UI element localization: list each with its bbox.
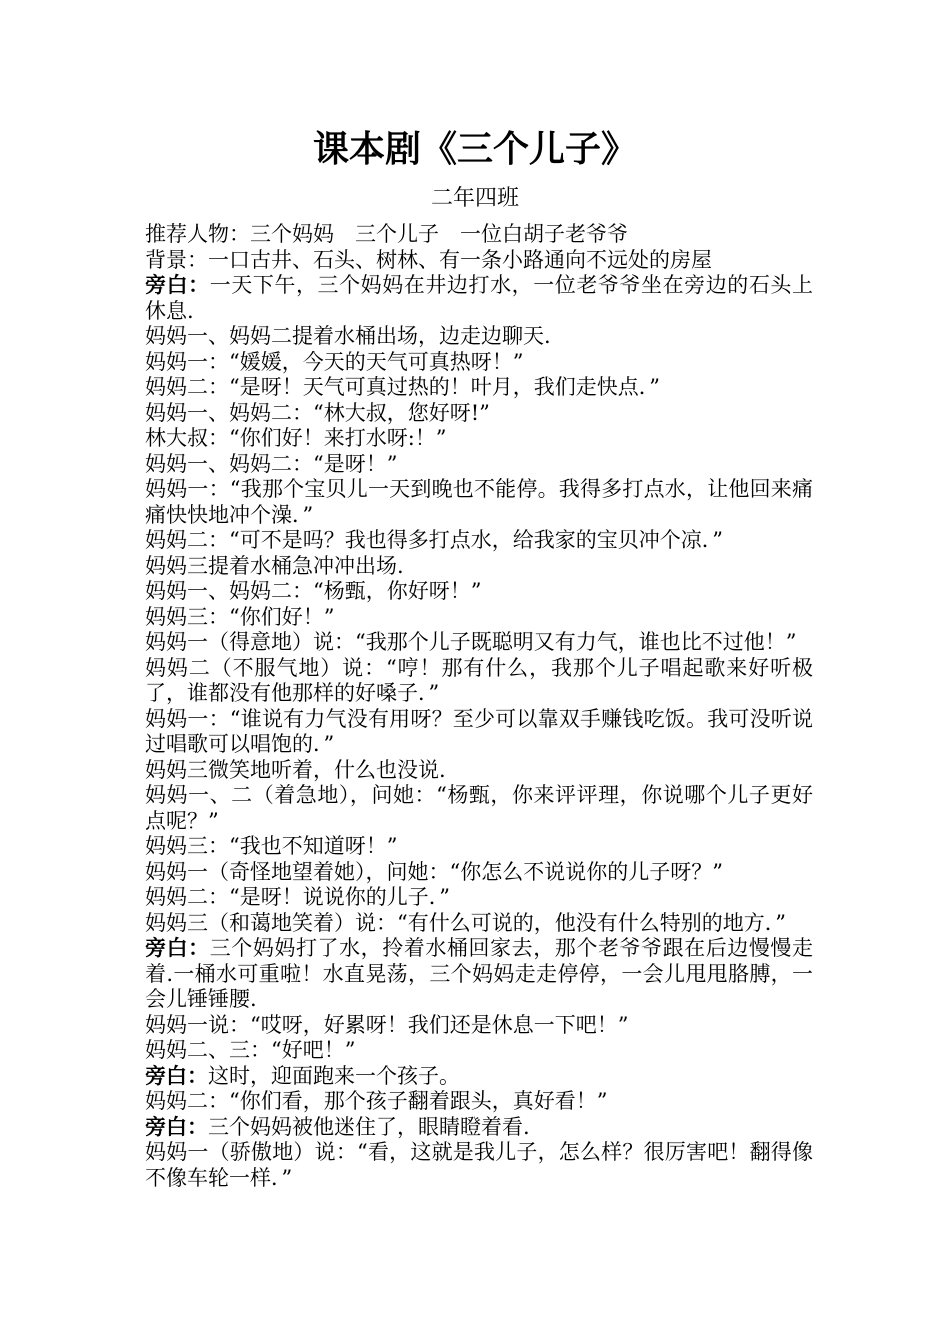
line-text: 妈妈二：“可不是吗？我也得多打点水，给我家的宝贝冲个凉．”	[145, 528, 723, 552]
line-text: 这时，迎面跑来一个孩子。	[208, 1063, 460, 1088]
line-text: 妈妈二（不服气地）说：“哼！那有什么，我那个儿子唱起歌来好听极了，谁都没有他那样的好嗓子．”	[145, 655, 813, 705]
line-text: 妈妈三（和蔼地笑着）说：“有什么可说的，他没有什么特别的地方．”	[145, 910, 786, 935]
script-line	[145, 860, 813, 886]
script-line	[145, 222, 813, 248]
page-title: 课本剧《三个儿子》	[312, 129, 637, 170]
line-text: 妈妈二：“是呀！天气可真过热的！叶月，我们走快点．”	[145, 375, 660, 399]
line-text: 妈妈三：“你们好！”	[145, 604, 335, 629]
script-line	[145, 630, 813, 656]
page-subtitle: 二年四班	[430, 186, 519, 211]
script-line	[145, 426, 813, 452]
narrator-label: 旁白：	[145, 936, 210, 960]
line-text: 妈妈二：“是呀！说说你的儿子．”	[145, 885, 450, 909]
line-text: 妈妈一、妈妈二：“是呀！”	[145, 451, 398, 476]
line-text: 一天下午，三个妈妈在井边打水，一位老爷爷坐在旁边的石头上休息.	[145, 273, 814, 323]
script-line	[145, 783, 813, 834]
script-line	[145, 758, 813, 784]
line-text: 妈妈一、妈妈二：“杨甄，你好呀！”	[145, 579, 482, 603]
line-text: 妈妈三提着水桶急冲冲出场.	[145, 553, 404, 578]
script-line	[145, 911, 813, 937]
line-text: 妈妈三：“我也不知道呀！”	[145, 834, 398, 858]
script-line	[145, 1089, 813, 1115]
line-text: 妈妈二、三：“好吧！”	[145, 1038, 356, 1062]
script-line	[145, 350, 813, 376]
line-text: 三个妈妈打了水，拎着水桶回家去，那个老爷爷跟在后边慢慢走着.一桶水可重啦！水直晃荡，三个妈妈走走停停，一会儿甩甩胳膊，一会儿锤锤腰.	[145, 936, 814, 1011]
line-text: 林大叔：“你们好！来打水呀:！”	[145, 426, 447, 450]
line-text: 推荐人物：三个妈妈 三个儿子 一位白胡子老爷爷	[145, 222, 628, 246]
script-line	[145, 1013, 813, 1039]
script-line	[145, 1115, 813, 1141]
script-body	[145, 222, 813, 1191]
script-line	[145, 605, 813, 631]
script-line	[145, 885, 813, 911]
narrator-label: 旁白：	[145, 1063, 208, 1088]
line-text: 妈妈一（骄傲地）说：“看，这就是我儿子，怎么样？很厉害吧！翻得像不像车轮一样．”	[145, 1140, 813, 1190]
script-line	[145, 248, 813, 274]
narrator-label: 旁白：	[145, 273, 210, 297]
line-text: 妈妈一（得意地）说：“我那个儿子既聪明又有力气，谁也比不过他！”	[145, 630, 797, 654]
script-line	[145, 1140, 813, 1191]
line-text: 妈妈二：“你们看，那个孩子翻着跟头，真好看！”	[145, 1089, 608, 1113]
line-text: 妈妈一、二（着急地），问她：“杨甄，你来评评理，你说哪个儿子更好点呢？”	[145, 783, 813, 833]
script-line	[145, 375, 813, 401]
line-text: 三个妈妈被他迷住了，眼睛瞪着看.	[208, 1114, 530, 1139]
script-line	[145, 401, 813, 427]
line-text: 妈妈一：“谁说有力气没有用呀？至少可以靠双手赚钱吃饭。我可没听说过唱歌可以唱饱的．”	[145, 706, 813, 756]
line-text: 妈妈一：“我那个宝贝儿一天到晚也不能停。我得多打点水，让他回来痛痛快快地冲个澡．”	[145, 477, 813, 527]
script-line	[145, 936, 813, 1013]
script-line	[145, 656, 813, 707]
line-text: 妈妈一说：“哎呀，好累呀！我们还是休息一下吧！”	[145, 1012, 629, 1037]
script-line	[145, 579, 813, 605]
line-text: 妈妈一（奇怪地望着她），问她：“你怎么不说说你的儿子呀？”	[145, 859, 723, 884]
script-line	[145, 477, 813, 528]
line-text: 妈妈三微笑地听着，什么也没说.	[145, 757, 446, 782]
script-line	[145, 528, 813, 554]
script-line	[145, 273, 813, 324]
script-line	[145, 1038, 813, 1064]
line-text: 背景：一口古井、石头、树林、有一条小路通向不远处的房屋	[145, 247, 712, 272]
line-text: 妈妈一：“媛媛，今天的天气可真热呀！”	[145, 349, 524, 374]
script-line	[145, 554, 813, 580]
line-text: 妈妈一、妈妈二提着水桶出场，边走边聊天.	[145, 324, 551, 348]
script-line	[145, 452, 813, 478]
script-line	[145, 1064, 813, 1090]
script-line	[145, 834, 813, 860]
script-line	[145, 324, 813, 350]
narrator-label: 旁白：	[145, 1114, 208, 1139]
script-line	[145, 707, 813, 758]
line-text: 妈妈一、妈妈二：“林大叔，您好呀!”	[145, 400, 490, 425]
